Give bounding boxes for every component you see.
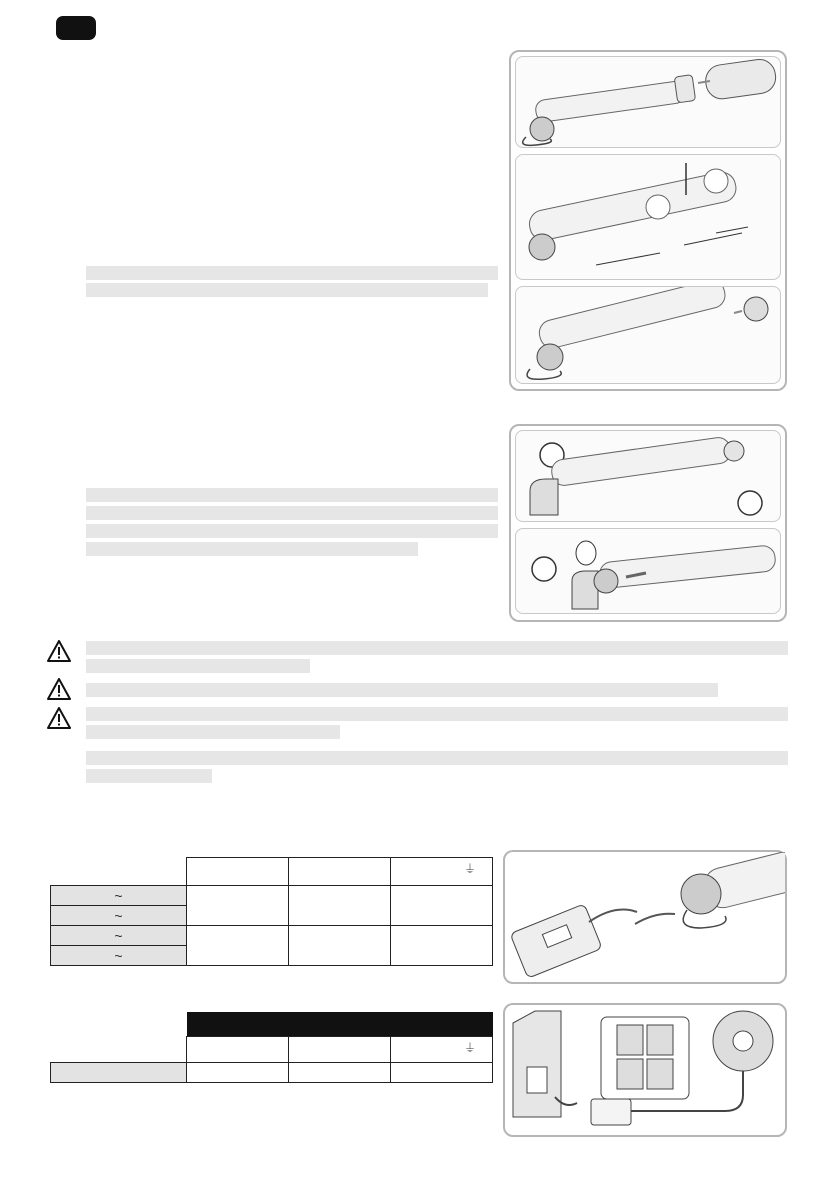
table2-header-col2	[289, 1037, 391, 1063]
table2-cell-c1	[187, 1063, 289, 1083]
note-highlight-2c	[86, 524, 498, 538]
motor-clip-drawing	[516, 529, 781, 614]
table2-row1-label	[51, 1063, 187, 1083]
alternating-current-icon: ~	[114, 887, 123, 904]
voltage-table-grid	[50, 857, 493, 966]
note-line-a	[86, 751, 788, 765]
table1-row1-label	[51, 886, 187, 906]
table1-row3-label	[51, 926, 187, 946]
note-highlight-2b	[86, 506, 498, 520]
table1-header-col1	[187, 858, 289, 886]
table2-header-col3	[391, 1037, 493, 1063]
figure-step-insert-motor	[515, 56, 781, 148]
warning-1-line-b	[86, 659, 310, 673]
alternating-current-icon: ~	[114, 907, 123, 924]
table1-cell-r12-c1	[187, 886, 289, 926]
table2-header-col1	[187, 1037, 289, 1063]
setting-tool-drawing	[505, 852, 785, 982]
connection-table	[50, 1036, 493, 1083]
note-highlight-1a	[86, 266, 498, 280]
table1-row2-label	[51, 906, 187, 926]
warning-triangle-icon	[47, 678, 71, 700]
language-tab	[56, 16, 96, 40]
programming-figure-panel	[503, 850, 787, 984]
table1-cell-r12-c3	[391, 886, 493, 926]
table2-cell-c3	[391, 1063, 493, 1083]
connection-table-grid	[50, 1036, 493, 1083]
table1-row4-label	[51, 946, 187, 966]
table2-cell-c2	[289, 1063, 391, 1083]
table1-cell-r34-c2	[289, 926, 391, 966]
table1-cell-r34-c1	[187, 926, 289, 966]
note-highlight-1b	[86, 283, 488, 297]
motor-insertion-drawing	[516, 57, 781, 148]
wiring-drawing	[505, 1005, 785, 1135]
warning-triangle-icon	[47, 640, 71, 662]
figure-step-mount-ends	[515, 430, 781, 522]
assembly-figure-panel	[509, 50, 787, 391]
earth-ground-icon: ⏚	[463, 1041, 476, 1055]
warning-3-line-a	[86, 707, 788, 721]
alternating-current-icon: ~	[114, 947, 123, 964]
table1-header-col2	[289, 858, 391, 886]
voltage-table	[50, 857, 493, 966]
alternating-current-icon: ~	[114, 927, 123, 944]
figure-step-insert-tube	[515, 286, 781, 384]
note-highlight-2a	[86, 488, 498, 502]
table1-cell-r12-c2	[289, 886, 391, 926]
tube-insertion-drawing	[516, 287, 781, 384]
note-highlight-2d	[86, 542, 418, 556]
figure-step-fix-crown	[515, 154, 781, 280]
warning-3-line-b	[86, 725, 340, 739]
warning-icon-2	[47, 678, 71, 700]
callout-circle-bottom	[532, 557, 556, 581]
crown-fixing-drawing	[516, 155, 781, 280]
bracket-figure-panel	[509, 424, 787, 622]
wiring-figure-panel	[503, 1003, 787, 1137]
bracket-mount-drawing	[516, 431, 781, 522]
table1-cell-r34-c3	[391, 926, 493, 966]
table2-corner	[51, 1037, 187, 1063]
figure-step-clip-motor	[515, 528, 781, 614]
callout-circle-right	[738, 491, 762, 515]
table2-header-band	[187, 1012, 493, 1036]
table1-header-col3	[391, 858, 493, 886]
note-line-b	[86, 769, 212, 783]
earth-ground-icon: ⏚	[463, 862, 476, 876]
warning-icon-3	[47, 707, 71, 729]
warning-2-line-a	[86, 683, 718, 697]
table1-corner	[51, 858, 187, 886]
warning-1-line-a	[86, 641, 788, 655]
warning-triangle-icon	[47, 707, 71, 729]
warning-icon-1	[47, 640, 71, 662]
